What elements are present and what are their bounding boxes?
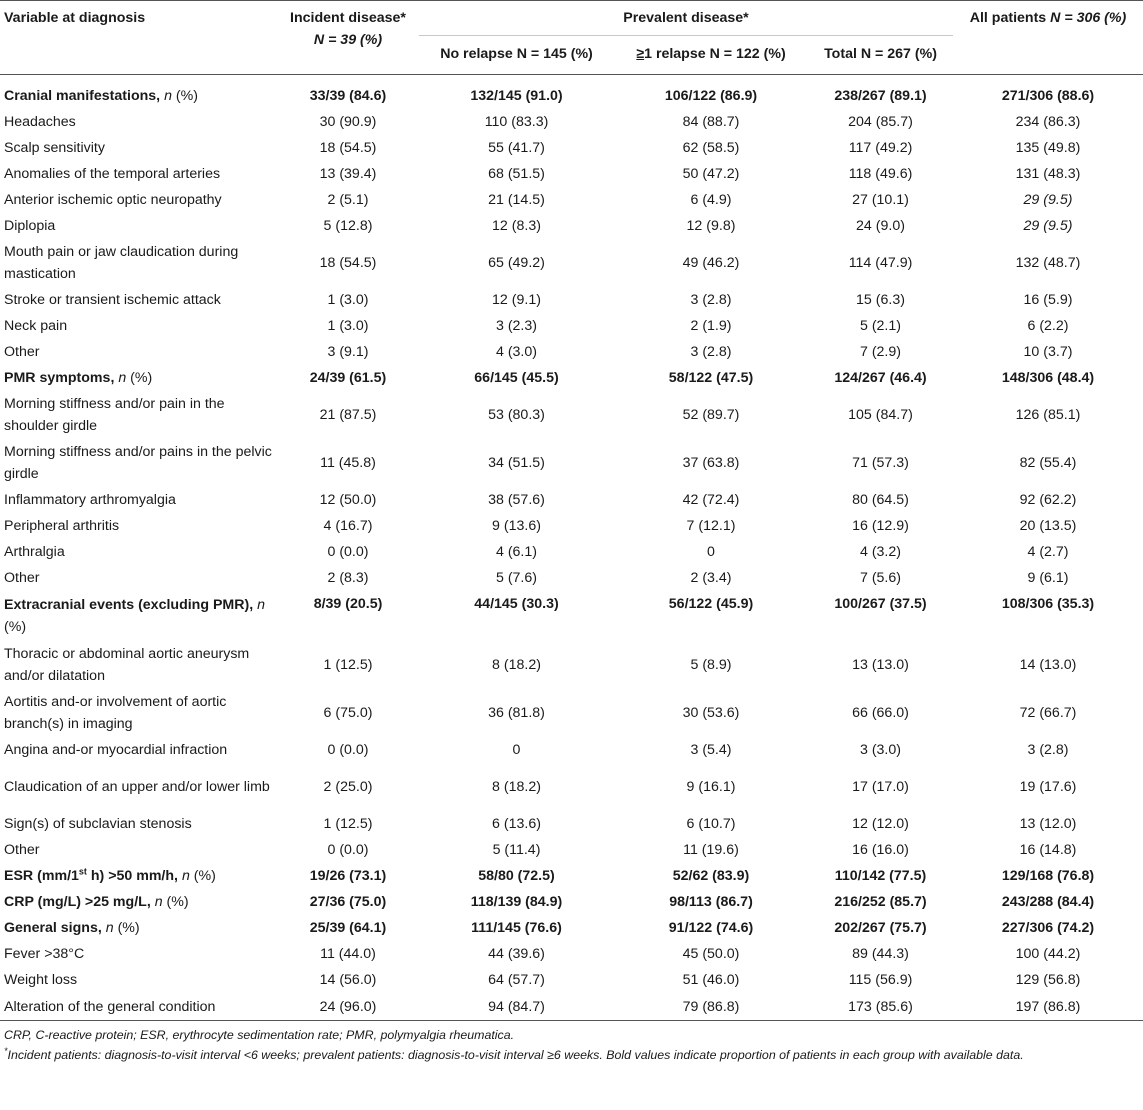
- cell-all: 16 (14.8): [1019, 842, 1077, 858]
- cell-no-relapse: 12 (8.3): [492, 218, 541, 234]
- cell-relapse: 7 (12.1): [686, 518, 736, 534]
- cell-no-relapse: 21 (14.5): [488, 192, 545, 208]
- row-label: Stroke or transient ischemic attack: [4, 292, 221, 308]
- row-label: [0, 83, 277, 109]
- cell-total: 13 (13.0): [852, 657, 909, 673]
- table-row: [0, 967, 1143, 993]
- table-row: [0, 83, 1143, 109]
- cell-total: 7 (2.9): [859, 344, 901, 360]
- cell-no-relapse: 132/145 (91.0): [470, 88, 563, 104]
- footnote-note: [4, 1045, 1139, 1065]
- cell-incident: 14 (56.0): [319, 972, 377, 988]
- cell-total: 204 (85.7): [848, 114, 913, 130]
- cell-relapse: 91/122 (74.6): [668, 920, 754, 936]
- cell-incident: 0 (0.0): [327, 842, 369, 858]
- cell-total: 16 (12.9): [852, 518, 909, 534]
- cell-relapse: 9 (16.1): [686, 779, 736, 795]
- row-label: [0, 889, 277, 915]
- n-sep: ,: [156, 88, 165, 104]
- cell-all: 129/168 (76.8): [1001, 868, 1095, 884]
- pct-symbol: (%): [189, 868, 216, 884]
- row-label: Other: [4, 842, 40, 858]
- cell-no-relapse: 66/145 (45.5): [474, 370, 559, 386]
- cell-incident: 33/39 (84.6): [309, 88, 387, 104]
- cell-no-relapse: 38 (57.6): [488, 492, 545, 508]
- row-label: Inflammatory arthromyalgia: [4, 492, 176, 508]
- n-sep: ,: [97, 920, 106, 936]
- cell-all: 131 (48.3): [1015, 166, 1081, 182]
- table-row: [0, 391, 1143, 439]
- cell-incident: 8/39 (20.5): [313, 596, 383, 612]
- cell-no-relapse: 8 (18.2): [492, 657, 541, 673]
- header-no-relapse: No relapse N = 145 (%): [440, 46, 593, 62]
- n-sep: ,: [146, 894, 155, 910]
- cell-incident: 1 (12.5): [323, 657, 373, 673]
- cell-incident: 1 (12.5): [323, 816, 373, 832]
- cell-all: 234 (86.3): [1015, 114, 1081, 130]
- cell-incident: 12 (50.0): [319, 492, 377, 508]
- table-row: [0, 539, 1143, 565]
- cell-all: 29 (9.5): [1023, 218, 1073, 234]
- pct-symbol: (%): [171, 88, 198, 104]
- cell-incident: 19/26 (73.1): [309, 868, 387, 884]
- cell-relapse: 52 (89.7): [682, 407, 740, 423]
- row-label-text: Cranial manifestations: [4, 88, 157, 104]
- table-row: [0, 565, 1143, 591]
- cell-relapse: 50 (47.2): [682, 166, 740, 182]
- row-label: Peripheral arthritis: [4, 518, 120, 534]
- cell-no-relapse: 58/80 (72.5): [478, 868, 555, 884]
- table-row: [0, 239, 1143, 287]
- cell-no-relapse: 0: [512, 742, 521, 758]
- header-all-n: N = 306 (%): [1050, 10, 1127, 26]
- table-row: [0, 811, 1143, 837]
- row-label: Diplopia: [4, 218, 56, 234]
- cell-relapse: 12 (9.8): [686, 218, 736, 234]
- row-label: [0, 863, 277, 889]
- table-row: [0, 837, 1143, 863]
- cell-incident: 1 (3.0): [327, 292, 369, 308]
- pct-symbol: (%): [4, 619, 27, 635]
- n-symbol: n: [105, 920, 114, 936]
- cell-relapse: 37 (63.8): [682, 455, 740, 471]
- cell-total: 110/142 (77.5): [834, 868, 927, 884]
- table-row: [0, 689, 1143, 737]
- row-label: Headaches: [4, 114, 76, 130]
- cell-incident: 24 (96.0): [277, 993, 419, 1021]
- cell-relapse: 6 (10.7): [686, 816, 736, 832]
- header-variable: Variable at diagnosis: [0, 1, 277, 75]
- cell-incident: 6 (75.0): [323, 705, 373, 721]
- cell-total: 238/267 (89.1): [834, 88, 927, 104]
- cell-incident: 30 (90.9): [319, 114, 377, 130]
- cell-relapse: 3 (5.4): [690, 742, 732, 758]
- cell-no-relapse: 5 (7.6): [495, 570, 537, 586]
- cell-incident: 0 (0.0): [327, 544, 369, 560]
- cell-total: 15 (6.3): [856, 292, 905, 308]
- cell-relapse: 0: [707, 544, 715, 560]
- table-row: [0, 439, 1143, 487]
- table-row: [0, 641, 1143, 689]
- row-label: Aortitis and-or involvement of aortic branch(s) in imaging: [4, 694, 227, 732]
- header-relapse: [614, 36, 808, 75]
- cell-total: 24 (9.0): [856, 218, 905, 234]
- row-label-text: CRP (mg/L) >25 mg/L: [4, 894, 147, 910]
- cell-incident: 27/36 (75.0): [309, 894, 387, 910]
- header-incident-title: Incident disease*: [290, 10, 406, 26]
- cell-total: 12 (12.0): [852, 816, 909, 832]
- header-incident: [277, 1, 419, 75]
- cell-all: 9 (6.1): [1027, 570, 1069, 586]
- cell-no-relapse: 118/139 (84.9): [470, 894, 563, 910]
- cell-no-relapse: 4 (6.1): [495, 544, 537, 560]
- cell-all: 6 (2.2): [1027, 318, 1069, 334]
- row-label-text: General signs: [4, 920, 98, 936]
- cell-total: 173 (85.6): [808, 993, 953, 1021]
- cell-no-relapse: 111/145 (76.6): [471, 920, 562, 936]
- cell-relapse: 2 (3.4): [690, 570, 732, 586]
- row-label-text: Extracranial events (excluding PMR): [4, 597, 250, 613]
- cell-no-relapse: 44/145 (30.3): [474, 596, 559, 612]
- cell-total: 202/267 (75.7): [834, 920, 927, 936]
- pct-symbol: (%): [162, 894, 189, 910]
- cell-relapse: 6 (4.9): [690, 192, 732, 208]
- table-row: [0, 941, 1143, 967]
- pct-symbol: (%): [113, 920, 140, 936]
- table-body: [0, 75, 1143, 1021]
- cell-no-relapse: 36 (81.8): [488, 705, 545, 721]
- cell-all: 10 (3.7): [1023, 344, 1073, 360]
- cell-all: 14 (13.0): [1019, 657, 1077, 673]
- row-label: Neck pain: [4, 318, 68, 334]
- cell-total: 80 (64.5): [852, 492, 909, 508]
- row-label: Alteration of the general condition: [0, 993, 277, 1021]
- cell-relapse: 42 (72.4): [682, 492, 740, 508]
- row-label: Anterior ischemic optic neuropathy: [4, 192, 222, 208]
- footnote-asterisk: *: [4, 1045, 8, 1056]
- row-label: Sign(s) of subclavian stenosis: [4, 816, 192, 832]
- cell-incident: 13 (39.4): [319, 166, 377, 182]
- cell-all: 271/306 (88.6): [1001, 88, 1095, 104]
- table-row: [0, 313, 1143, 339]
- cell-relapse: 45 (50.0): [682, 946, 740, 962]
- cell-no-relapse: 4 (3.0): [495, 344, 537, 360]
- table-row: [0, 863, 1143, 889]
- cell-total: 216/252 (85.7): [834, 894, 927, 910]
- cell-all: 20 (13.5): [1019, 518, 1077, 534]
- cell-no-relapse: 5 (11.4): [492, 842, 541, 858]
- row-label: Weight loss: [4, 972, 78, 988]
- header-relapse-symbol: ≥: [636, 46, 645, 62]
- table-row: [0, 737, 1143, 763]
- cell-total: 89 (44.3): [852, 946, 909, 962]
- cell-no-relapse: 12 (9.1): [492, 292, 541, 308]
- cell-total: 114 (47.9): [848, 255, 913, 271]
- cell-relapse: 30 (53.6): [682, 705, 740, 721]
- cell-incident: 11 (44.0): [320, 946, 376, 962]
- cell-relapse: 98/113 (86.7): [669, 894, 753, 910]
- row-label-sup: st: [78, 866, 87, 877]
- cell-incident: 24/39 (61.5): [309, 370, 387, 386]
- cell-relapse: 49 (46.2): [682, 255, 740, 271]
- row-label: Morning stiffness and/or pain in the shoulder girdle: [4, 396, 225, 434]
- header-prevalent: Prevalent disease*: [419, 1, 953, 36]
- row-label: Mouth pain or jaw claudication during mastication: [4, 244, 239, 282]
- table-header: [0, 1, 1143, 75]
- header-incident-n: N = 39 (%): [313, 32, 383, 48]
- table-row: [0, 213, 1143, 239]
- cell-all: 3 (2.8): [1027, 742, 1069, 758]
- header-all-prefix: All patients: [969, 10, 1051, 26]
- cell-no-relapse: 65 (49.2): [488, 255, 545, 271]
- cell-incident: 18 (54.5): [319, 140, 377, 156]
- table-row: [0, 135, 1143, 161]
- cell-all: 13 (12.0): [1019, 816, 1077, 832]
- cell-all: 129 (56.8): [1015, 972, 1081, 988]
- n-sep: ,: [249, 597, 258, 613]
- row-label: Other: [4, 344, 40, 360]
- cell-incident: 11 (45.8): [320, 455, 376, 471]
- table-row: [0, 287, 1143, 313]
- table-row: [0, 513, 1143, 539]
- footnote-note-text: Incident patients: diagnosis-to-visit interval <6 weeks; prevalent patients: diagnosis-to-visit interval ≥6 weeks. Bold values indicate proportion of patients in each group with available data.: [7, 1048, 1024, 1062]
- cell-relapse: 5 (8.9): [690, 657, 732, 673]
- n-sep: ,: [174, 868, 182, 884]
- cell-relapse: 51 (46.0): [682, 972, 740, 988]
- cell-no-relapse: 64 (57.7): [488, 972, 545, 988]
- table-row: [0, 591, 1143, 641]
- cell-all: 4 (2.7): [1027, 544, 1069, 560]
- cell-incident: 25/39 (64.1): [309, 920, 387, 936]
- cell-total: 7 (5.6): [859, 570, 901, 586]
- cell-all: 227/306 (74.2): [1001, 920, 1095, 936]
- n-sep: ,: [110, 370, 119, 386]
- row-label: Angina and-or myocardial infraction: [4, 742, 228, 758]
- table-row: [0, 161, 1143, 187]
- row-label: Anomalies of the temporal arteries: [4, 166, 221, 182]
- row-label: [0, 591, 277, 641]
- header-relapse-label: 1 relapse N = 122 (%): [644, 46, 786, 62]
- cell-incident: 5 (12.8): [323, 218, 373, 234]
- cell-all: 243/288 (84.4): [1001, 894, 1095, 910]
- cell-total: 27 (10.1): [852, 192, 909, 208]
- table-row: [0, 109, 1143, 135]
- cell-relapse: 52/62 (83.9): [672, 868, 750, 884]
- cell-total: 124/267 (46.4): [834, 370, 927, 386]
- row-label-text-end: h) >50 mm/h: [86, 868, 175, 884]
- cell-all: 148/306 (48.4): [1001, 370, 1095, 386]
- row-label: Morning stiffness and/or pains in the pelvic girdle: [4, 444, 272, 482]
- table-row: [0, 365, 1143, 391]
- cell-total: 4 (3.2): [859, 544, 901, 560]
- cell-no-relapse: 8 (18.2): [492, 779, 541, 795]
- footnote-abbreviations: CRP, C-reactive protein; ESR, erythrocyte sedimentation rate; PMR, polymyalgia rheumatica.: [4, 1028, 515, 1042]
- row-label-text: PMR symptoms: [4, 370, 111, 386]
- n-symbol: n: [257, 597, 265, 613]
- cell-all: 92 (62.2): [1019, 492, 1077, 508]
- cell-no-relapse: 94 (84.7): [419, 993, 614, 1021]
- cell-relapse: 106/122 (86.9): [664, 88, 758, 104]
- cell-no-relapse: 55 (41.7): [488, 140, 545, 156]
- cell-no-relapse: 6 (13.6): [492, 816, 541, 832]
- n-symbol: n: [154, 894, 163, 910]
- cell-all: 135 (49.8): [1015, 140, 1081, 156]
- cell-no-relapse: 3 (2.3): [495, 318, 537, 334]
- cell-no-relapse: 110 (83.3): [484, 114, 549, 130]
- cell-total: 66 (66.0): [852, 705, 909, 721]
- cell-total: 117 (49.2): [848, 140, 913, 156]
- row-label: Fever >38°C: [4, 946, 85, 962]
- n-symbol: n: [118, 370, 127, 386]
- cell-all: 72 (66.7): [1019, 705, 1077, 721]
- cell-total: 71 (57.3): [852, 455, 909, 471]
- row-label: [0, 915, 277, 941]
- cell-all: 132 (48.7): [1015, 255, 1081, 271]
- row-label-text: ESR (mm/1: [4, 868, 79, 884]
- row-label: Arthralgia: [4, 544, 65, 560]
- cell-no-relapse: 44 (39.6): [488, 946, 545, 962]
- cell-total: 3 (3.0): [859, 742, 901, 758]
- cell-incident: 2 (8.3): [327, 570, 369, 586]
- cell-relapse: 84 (88.7): [682, 114, 740, 130]
- row-label: Thoracic or abdominal aortic aneurysm and/or dilatation: [4, 646, 250, 684]
- header-all: [953, 1, 1143, 75]
- table-row: [0, 889, 1143, 915]
- header-total: Total N = 267 (%): [824, 46, 937, 62]
- cell-incident: 0 (0.0): [327, 742, 369, 758]
- cell-incident: 3 (9.1): [327, 344, 369, 360]
- table-row: [0, 487, 1143, 513]
- table-footnotes: [0, 1021, 1143, 1065]
- cell-total: 105 (84.7): [848, 407, 913, 423]
- cell-relapse: 11 (19.6): [683, 842, 739, 858]
- cell-total: 100/267 (37.5): [834, 596, 927, 612]
- n-symbol: n: [164, 88, 172, 104]
- cell-incident: 2 (25.0): [323, 779, 373, 795]
- pct-symbol: (%): [126, 370, 153, 386]
- n-symbol: n: [181, 868, 190, 884]
- cell-incident: 4 (16.7): [323, 518, 373, 534]
- cell-total: 118 (49.6): [848, 166, 913, 182]
- cell-relapse: 3 (2.8): [690, 292, 732, 308]
- cell-relapse: 3 (2.8): [690, 344, 732, 360]
- cell-no-relapse: 53 (80.3): [488, 407, 545, 423]
- cell-all: 19 (17.6): [1019, 779, 1077, 795]
- cell-total: 5 (2.1): [859, 318, 901, 334]
- table-row: [0, 187, 1143, 213]
- cell-incident: 21 (87.5): [319, 407, 377, 423]
- cell-relapse: 62 (58.5): [682, 140, 740, 156]
- cell-total: 115 (56.9): [848, 972, 913, 988]
- cell-all: 108/306 (35.3): [1001, 596, 1095, 612]
- cell-all: 100 (44.2): [1015, 946, 1081, 962]
- row-label: [0, 365, 277, 391]
- cell-no-relapse: 9 (13.6): [492, 518, 541, 534]
- table-row: [0, 993, 1143, 1021]
- cell-all: 126 (85.1): [1015, 407, 1081, 423]
- cell-all: 29 (9.5): [1023, 192, 1073, 208]
- cell-incident: 1 (3.0): [327, 318, 369, 334]
- table-row: [0, 763, 1143, 811]
- cell-total: 16 (16.0): [852, 842, 909, 858]
- cell-no-relapse: 68 (51.5): [488, 166, 545, 182]
- cell-incident: 2 (5.1): [327, 192, 369, 208]
- cell-relapse: 56/122 (45.9): [668, 596, 754, 612]
- cell-total: 17 (17.0): [852, 779, 909, 795]
- cell-all: 82 (55.4): [1019, 455, 1077, 471]
- cell-all: 197 (86.8): [953, 993, 1143, 1021]
- cell-all: 16 (5.9): [1023, 292, 1073, 308]
- row-label: Claudication of an upper and/or lower limb: [4, 779, 270, 795]
- table-row: [0, 339, 1143, 365]
- row-label: Scalp sensitivity: [4, 140, 105, 156]
- cell-incident: 18 (54.5): [319, 255, 377, 271]
- cell-relapse: 79 (86.8): [614, 993, 808, 1021]
- table-row: [0, 915, 1143, 941]
- cell-relapse: 2 (1.9): [690, 318, 732, 334]
- cell-relapse: 58/122 (47.5): [668, 370, 754, 386]
- cell-no-relapse: 34 (51.5): [488, 455, 545, 471]
- row-label: Other: [4, 570, 40, 586]
